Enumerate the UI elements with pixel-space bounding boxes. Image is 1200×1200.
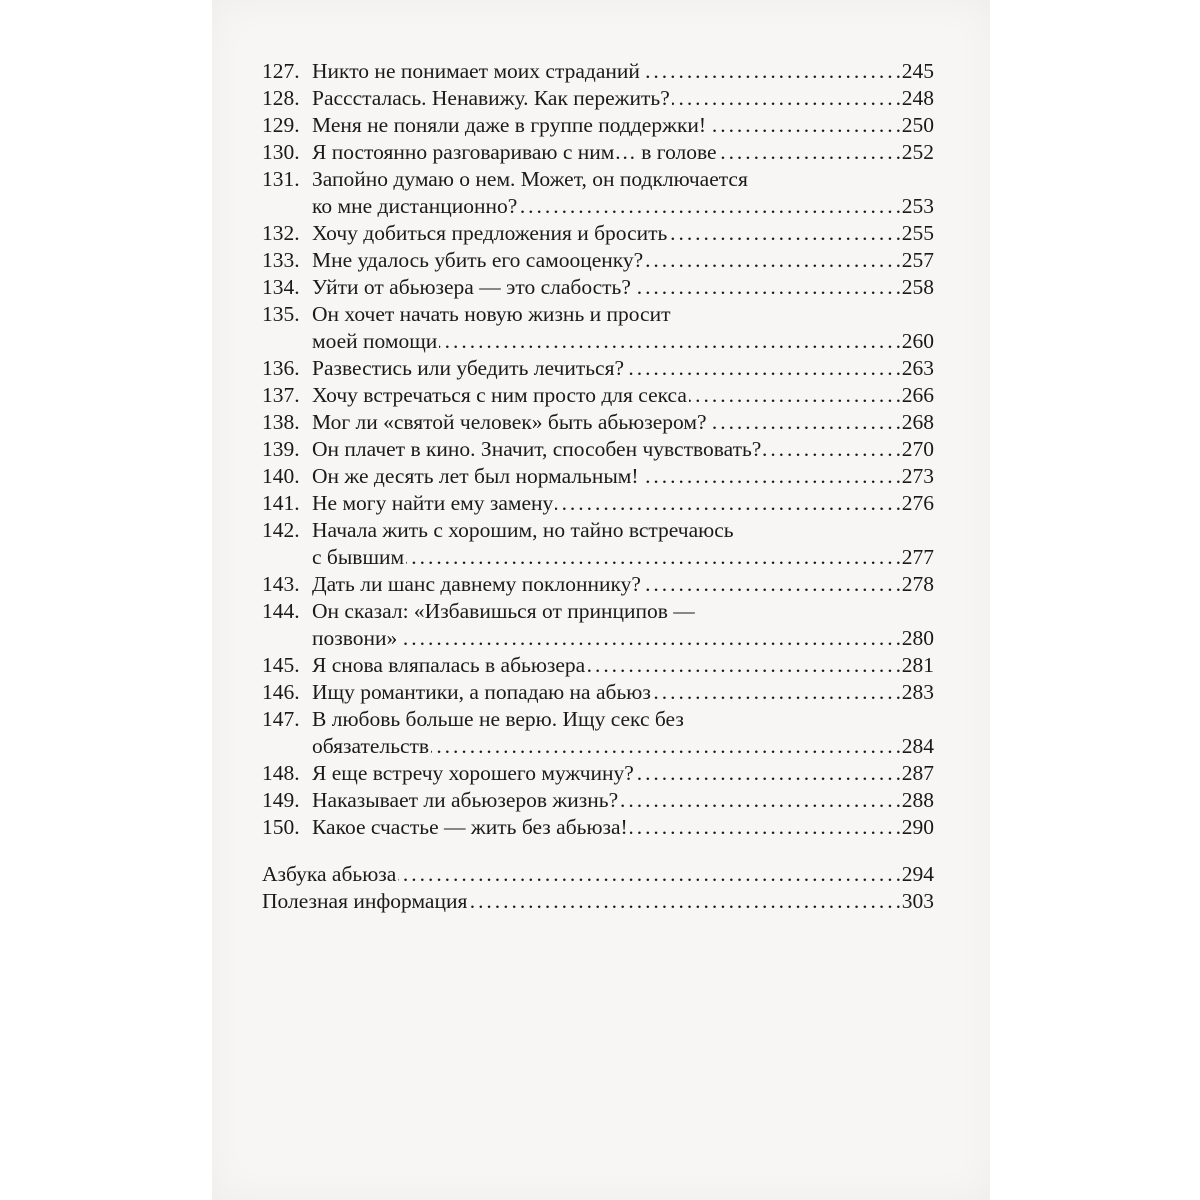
entry-number: 143. xyxy=(262,572,300,596)
entry-page: 290 xyxy=(901,815,934,839)
dot-leader xyxy=(669,220,899,247)
entry-title: Какое счастье — жить без абьюза! xyxy=(312,815,628,839)
entry-page: 260 xyxy=(901,329,934,353)
entry-number: 140. xyxy=(262,464,300,488)
toc-entry-132 xyxy=(262,220,934,247)
entry-page: 250 xyxy=(901,113,934,137)
toc-entry-abc xyxy=(262,861,934,888)
entry-page: 257 xyxy=(901,248,934,272)
entry-title-first-line: В любовь больше не верю. Ищу секс без xyxy=(312,707,684,731)
dot-leader xyxy=(642,58,900,85)
toc-entry-138 xyxy=(262,409,934,436)
dot-leader xyxy=(469,888,899,915)
toc-entry-140 xyxy=(262,463,934,490)
dot-leader xyxy=(633,274,900,301)
entry-page: 280 xyxy=(901,626,934,650)
entry-number: 150. xyxy=(262,815,300,839)
entry-number: 127. xyxy=(262,59,300,83)
dot-leader xyxy=(519,193,899,220)
toc-entry-141 xyxy=(262,490,934,517)
dot-leader xyxy=(641,463,900,490)
entry-title: Ищу романтики, а попадаю на абьюз xyxy=(312,680,651,704)
entry-number: 132. xyxy=(262,221,300,245)
entry-title: Расссталась. Ненавижу. Как пережить? xyxy=(312,86,670,110)
entry-number: 138. xyxy=(262,410,300,434)
dot-leader xyxy=(689,382,900,409)
entry-page: 266 xyxy=(901,383,934,407)
dot-leader xyxy=(709,409,900,436)
entry-title: Мне удалось убить его самооценку? xyxy=(312,248,644,272)
toc-entry-142 xyxy=(262,517,934,571)
entry-page: 252 xyxy=(901,140,934,164)
entry-title: Не могу найти ему замену xyxy=(312,491,554,515)
dot-leader xyxy=(439,328,899,355)
toc-entry-136 xyxy=(262,355,934,382)
dot-leader xyxy=(636,760,900,787)
table-of-contents xyxy=(262,58,934,915)
toc-entry-139 xyxy=(262,436,934,463)
entry-title-first-line: Он хочет начать новую жизнь и просит xyxy=(312,302,671,326)
toc-entry-150 xyxy=(262,814,934,841)
entry-title: Полезная информация xyxy=(262,889,468,913)
entry-title: Азбука абьюза xyxy=(262,862,397,886)
dot-leader xyxy=(643,571,900,598)
entry-page: 248 xyxy=(901,86,934,110)
dot-leader xyxy=(406,544,900,571)
entry-title: с бывшим xyxy=(312,545,405,569)
entry-title: Я еще встречу хорошего мужчину? xyxy=(312,761,634,785)
dot-leader xyxy=(620,787,900,814)
entry-number: 144. xyxy=(262,599,300,623)
entry-title-first-line: Он сказал: «Избавишься от принципов — xyxy=(312,599,695,623)
entry-page: 245 xyxy=(901,59,934,83)
dot-leader xyxy=(626,355,900,382)
toc-entry-144 xyxy=(262,598,934,652)
toc-entry-131 xyxy=(262,166,934,220)
dot-leader xyxy=(555,490,899,517)
entry-title: обязательств xyxy=(312,734,430,758)
entry-title: Хочу добиться предложения и бросить xyxy=(312,221,668,245)
entry-title: Он плачет в кино. Значит, способен чувствовать? xyxy=(312,437,762,461)
toc-entry-135 xyxy=(262,301,934,355)
entry-number: 145. xyxy=(262,653,300,677)
entry-title: Я постоянно разговариваю с ним… в голове xyxy=(312,140,717,164)
entry-page: 281 xyxy=(901,653,934,677)
toc-entry-149 xyxy=(262,787,934,814)
entry-page: 255 xyxy=(901,221,934,245)
toc-entry-useful-info xyxy=(262,888,934,915)
entry-title: Наказывает ли абьюзеров жизнь? xyxy=(312,788,619,812)
entry-page: 287 xyxy=(901,761,934,785)
dot-leader xyxy=(653,679,900,706)
entry-page: 270 xyxy=(901,437,934,461)
toc-entry-145 xyxy=(262,652,934,679)
entry-page: 283 xyxy=(901,680,934,704)
entry-number: 134. xyxy=(262,275,300,299)
entry-title: Мог ли «святой человек» быть абьюзером? xyxy=(312,410,707,434)
dot-leader xyxy=(431,733,900,760)
entry-number: 149. xyxy=(262,788,300,812)
entry-page: 268 xyxy=(901,410,934,434)
entry-number: 129. xyxy=(262,113,300,137)
entry-page: 284 xyxy=(901,734,934,758)
entry-number: 131. xyxy=(262,167,300,191)
entry-title: позвони» xyxy=(312,626,398,650)
dot-leader xyxy=(645,247,900,274)
entry-page: 277 xyxy=(901,545,934,569)
entry-number: 139. xyxy=(262,437,300,461)
entry-title: Меня не поняли даже в группе поддержки! xyxy=(312,113,707,137)
entry-number: 147. xyxy=(262,707,300,731)
toc-entry-127 xyxy=(262,58,934,85)
entry-page: 273 xyxy=(901,464,934,488)
entry-title: Дать ли шанс давнему поклоннику? xyxy=(312,572,641,596)
dot-leader xyxy=(398,861,899,888)
toc-entry-129 xyxy=(262,112,934,139)
entry-page: 294 xyxy=(901,862,934,886)
entry-page: 258 xyxy=(901,275,934,299)
entry-title: Развестись или убедить лечиться? xyxy=(312,356,625,380)
toc-entry-146 xyxy=(262,679,934,706)
entry-title: моей помощи xyxy=(312,329,438,353)
entry-title: Никто не понимает моих страданий xyxy=(312,59,640,83)
entry-title: Уйти от абьюзера — это слабость? xyxy=(312,275,631,299)
entry-number: 141. xyxy=(262,491,300,515)
entry-number: 137. xyxy=(262,383,300,407)
toc-entry-137 xyxy=(262,382,934,409)
dot-leader xyxy=(672,85,900,112)
entry-title: Я снова вляпалась в абьюзера xyxy=(312,653,586,677)
entry-number: 142. xyxy=(262,518,300,542)
dot-leader xyxy=(587,652,900,679)
entry-page: 278 xyxy=(901,572,934,596)
entry-number: 133. xyxy=(262,248,300,272)
section-gap xyxy=(262,841,934,861)
entry-number: 130. xyxy=(262,140,300,164)
entry-page: 288 xyxy=(901,788,934,812)
dot-leader xyxy=(630,814,900,841)
toc-entry-130 xyxy=(262,139,934,166)
entry-title: Он же десять лет был нормальным! xyxy=(312,464,639,488)
entry-number: 148. xyxy=(262,761,300,785)
entry-number: 128. xyxy=(262,86,300,110)
toc-entry-147 xyxy=(262,706,934,760)
entry-title: ко мне дистанционно? xyxy=(312,194,518,218)
entry-number: 136. xyxy=(262,356,300,380)
toc-entry-148 xyxy=(262,760,934,787)
entry-number: 135. xyxy=(262,302,300,326)
toc-entry-143 xyxy=(262,571,934,598)
toc-entry-133 xyxy=(262,247,934,274)
dot-leader xyxy=(719,139,900,166)
entry-title: Хочу встречаться с ним просто для секса xyxy=(312,383,687,407)
dot-leader xyxy=(763,436,899,463)
dot-leader xyxy=(708,112,900,139)
entry-page: 303 xyxy=(901,889,934,913)
entry-title-first-line: Начала жить с хорошим, но тайно встречаюсь xyxy=(312,518,734,542)
toc-entry-128 xyxy=(262,85,934,112)
entry-page: 263 xyxy=(901,356,934,380)
entry-page: 253 xyxy=(901,194,934,218)
entry-page: 276 xyxy=(901,491,934,515)
toc-entry-134 xyxy=(262,274,934,301)
entry-title-first-line: Запойно думаю о нем. Может, он подключается xyxy=(312,167,748,191)
entry-number: 146. xyxy=(262,680,300,704)
dot-leader xyxy=(399,625,899,652)
